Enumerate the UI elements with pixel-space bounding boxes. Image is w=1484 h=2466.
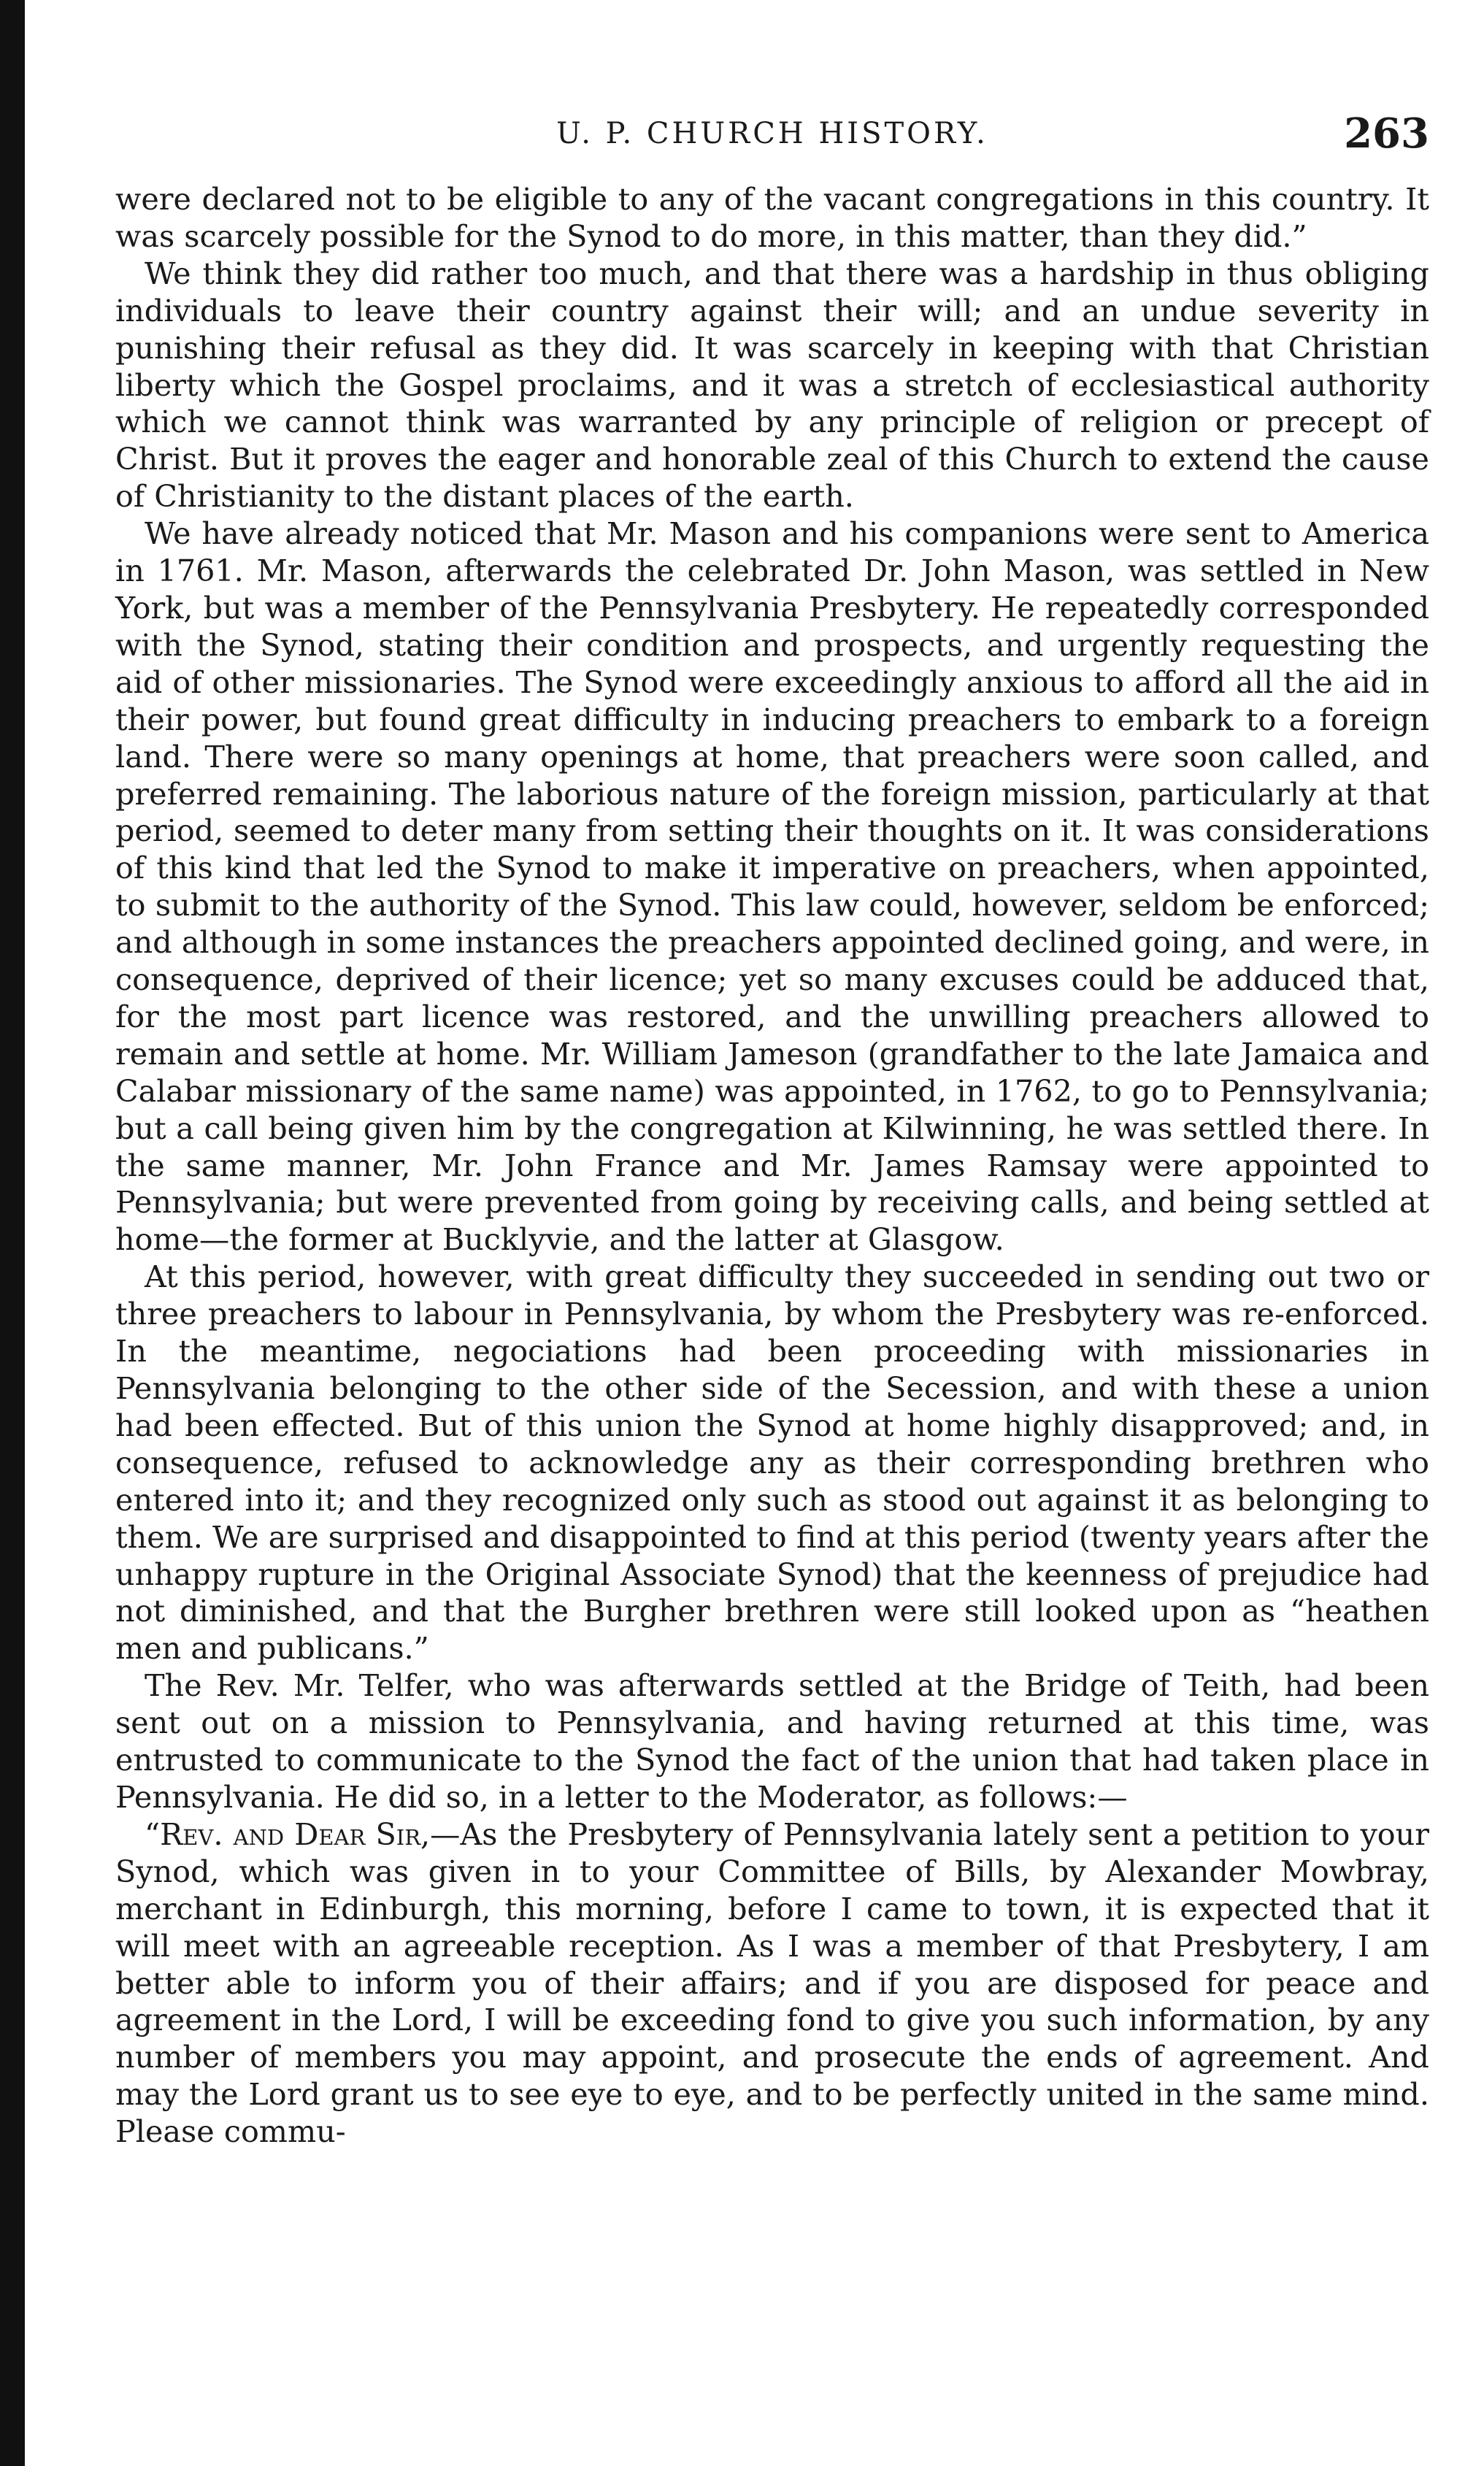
letter-text: —As the Presbytery of Pennsylvania lately sent a petition to your Synod, which was given in to your Committee of Bills, by Alexander Mowbray, merchant in Edinburgh, this morning, before I came to town, it is expected that it will meet with an agreeable reception. As I was a member of that Presbytery, I am better able to inform you of their affairs; and if you are disposed for peace and agreement in the Lord, I will be exceeding fond to give you such information, by any number of members you may appoint, and prosecute the ends of agreement. And may the Lord grant us to see eye to eye, and to be perfectly united in the same mind. Please commu- xyxy=(115,1816,1429,2150)
running-head-title: U. P. CHURCH HISTORY. xyxy=(556,117,988,150)
letter-salutation: “Rev. and Dear Sir, xyxy=(145,1816,431,1852)
book-page xyxy=(115,110,1429,2151)
paragraph-mason-mission: We have already noticed that Mr. Mason and his companions were sent to America in 1761. Mr. Mason, afterwards the celebrated Dr. John Mason, was settled in New York, but was a member of the Pennsylvania Presbytery. He repeatedly corresponded with the Synod, stating their condition and prospects, and urgently requesting the aid of other missionaries. The Synod were exceedingly anxious to afford all the aid in their power, but found great difficulty in inducing preachers to embark to a foreign land. There were so many openings at home, that preachers were soon called, and preferred remaining. The laborious nature of the foreign mission, particularly at that period, seemed to deter many from setting their thoughts on it. It was considerations of this kind that led the Synod to make it imperative on preachers, when appointed, to submit to the authority of the Synod. This law could, however, seldom be enforced; and although in some instances the preachers appointed declined going, and were, in consequence, deprived of their licence; yet so many excuses could be adduced that, for the most part licence was restored, and the unwilling preachers allowed to remain and settle at home. Mr. William Jameson (grandfather to the late Jamaica and Calabar missionary of the same name) was appointed, in 1762, to go to Pennsylvania; but a call being given him by the congregation at Kilwinning, he was settled there. In the same manner, Mr. John France and Mr. James Ramsay were appointed to Pennsylvania; but were prevented from going by receiving calls, and being settled at home—the former at Bucklyvie, and the latter at Glasgow. xyxy=(115,516,1429,1258)
paragraph-continuation: were declared not to be eligible to any of the vacant congregations in this country. It was scarcely possible for the Synod to do more, in this matter, than they did.” xyxy=(115,182,1429,254)
running-head xyxy=(115,110,1429,168)
paragraph-telfer: The Rev. Mr. Telfer, who was afterwards settled at the Bridge of Teith, had been sent out on a mission to Pennsylvania, and having returned at this time, was entrusted to communicate to the Synod the fact of the union that had taken place in Pennsylvania. He did so, in a letter to the Moderator, as follows:— xyxy=(115,1668,1429,1815)
page-number: 263 xyxy=(1344,110,1429,158)
letter-paragraph xyxy=(115,1816,1429,2151)
body-text xyxy=(115,181,1429,2151)
paragraph-hardship: We think they did rather too much, and that there was a hardship in thus obliging individuals to leave their country against their will; and an undue severity in punishing their refusal as they did. It was scarcely in keeping with that Christian liberty which the Gospel proclaims, and it was a stretch of ecclesiastical authority which we cannot think was warranted by any principle of religion or precept of Christ. But it proves the eager and honorable zeal of this Church to extend the cause of Christianity to the distant places of the earth. xyxy=(115,256,1429,515)
binding-edge xyxy=(0,0,25,2466)
paragraph-union: At this period, however, with great difficulty they succeeded in sending out two or three preachers to labour in Pennsylvania, by whom the Presbytery was re-enforced. In the meantime, negociations had been proceeding with missionaries in Pennsylvania belonging to the other side of the Secession, and with these a union had been effected. But of this union the Synod at home highly disapproved; and, in consequence, refused to acknowledge any as their corresponding brethren who entered into it; and they recognized only such as stood out against it as belonging to them. We are surprised and disappointed to find at this period (twenty years after the unhappy rupture in the Original Associate Synod) that the keenness of prejudice had not diminished, and that the Burgher brethren were still looked upon as “heathen men and publicans.” xyxy=(115,1259,1429,1667)
